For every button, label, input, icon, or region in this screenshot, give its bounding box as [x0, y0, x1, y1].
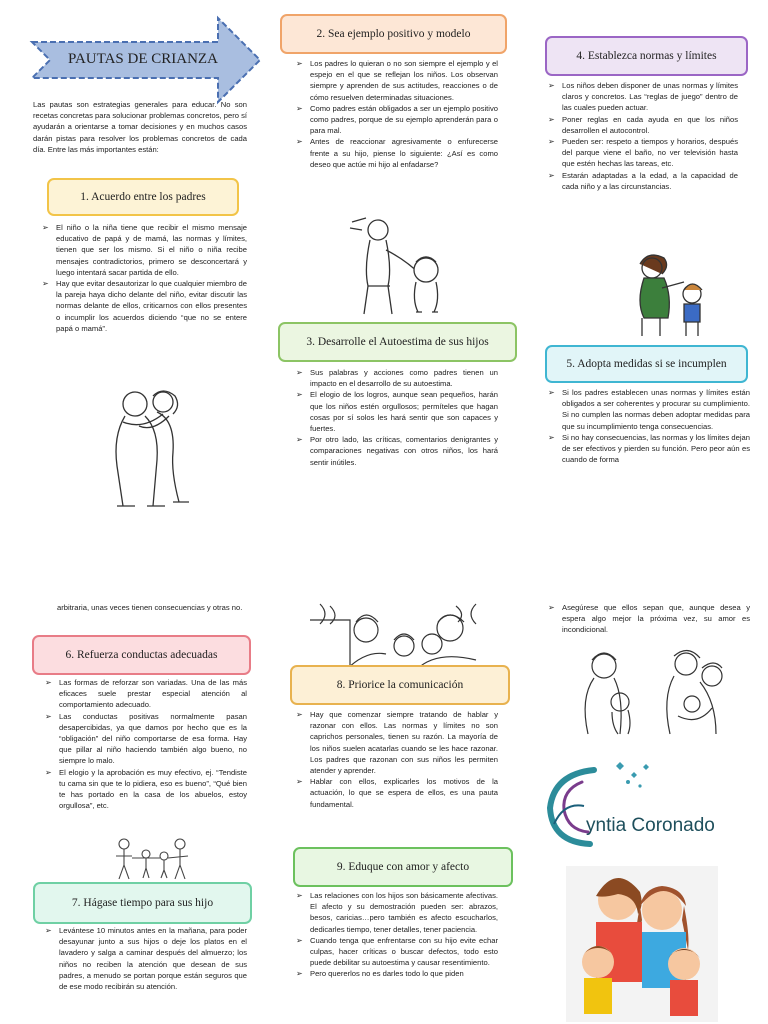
list-item: ➢ El niño o la niña tiene que recibir el mismo mensaje educativo de papá y de mamá, las normas y límites, tienen que ser los mismo. Si el niño o niña recibe mensajes contradictorios, primero se desconcertará y luego intentará sacar partida de ello. [42, 222, 247, 278]
list-item: ➢ Las relaciones con los hijos son básicamente afectivas. El afecto y su demostración pueden ser: abrazos, besos, caricias…pero también es afecto escucharlos, dedicarles tiempo, tener detalles, tener paciencia. [296, 890, 498, 935]
list-item: ➢ Hay que evitar desautorizar lo que cualquier miembro de la pareja haya dicho delante del niño, evitar discutir las normas delante de ellos, criticarnos con ellos presentes o incumplir los acuerdos diciendo “que no se entere papá o mamá”. [42, 278, 247, 334]
list-acuerdo-padres [42, 222, 247, 334]
family-embrace-illustration [574, 646, 744, 738]
list-item: ➢ Si los padres establecen unas normas y límites están obligados a ser coherentes y procurar su cumplimiento. Si no cumplen las normas deben adoptar medidas para que su incumplimiento tenga consecuencias. [548, 387, 750, 432]
heading-comunicacion: 8. Priorice la comunicación [290, 665, 510, 705]
list-tiempo-hijos [45, 925, 247, 992]
list-item: ➢ Los niños deben disponer de unas normas y límites claros y concretos. Las “reglas de juego” dentro de las cuales pueden actuar. [548, 80, 738, 114]
list-normas-limites [548, 80, 738, 192]
list-item: ➢ Por otro lado, las críticas, comentarios denigrantes y comparaciones negativas con otros niños, los hará sentir inútiles. [296, 434, 498, 468]
father-child-illustration [340, 214, 452, 316]
list-item: ➢ Antes de reaccionar agresivamente o enfurecerse frente a su hijo, piense lo siguiente: ¿Así es como deseo que actúe mi hijo al enfadarse? [296, 136, 498, 170]
list-amor-afecto [296, 890, 498, 980]
continuation-adopta-medidas: arbitraria, unas veces tienen consecuencias y otras no. [57, 603, 243, 612]
page-title: PAUTAS DE CRIANZA [68, 51, 218, 67]
list-item: ➢ Las conductas positivas normalmente pasan desapercibidas, ya que damos por hecho que es la “obligación” del niño comportarse de esa forma. Hay que pillar al niño haciendo también algo bueno, no siempre lo malo. [45, 711, 247, 767]
list-refuerza-conductas [45, 677, 247, 811]
heading-autoestima: 3. Desarrolle el Autoestima de sus hijos [278, 322, 517, 362]
title-banner [28, 14, 264, 106]
list-item: ➢ Como padres están obligados a ser un ejemplo positivo como padres, porque de su ejemplo aprenderán para o para mal. [296, 103, 498, 137]
list-item: ➢ Levántese 10 minutos antes en la mañana, para poder desayunar junto a sus hijos o deje los platos en el lavadero y salga a caminar después del almuerzo; los niños no reciben la atención que desean de sus padres, a menudo se portan porque están seguros que de ese modo recibirán su atención. [45, 925, 247, 992]
list-continuation-amor [548, 602, 750, 636]
cartoon-family-illustration [566, 866, 718, 1022]
family-conversation-illustration [306, 600, 502, 672]
heading-amor-afecto: 9. Eduque con amor y afecto [293, 847, 513, 887]
list-item: ➢ Pero quererlos no es darles todo lo que piden [296, 968, 498, 979]
list-item: ➢ Hay que comenzar siempre tratando de hablar y razonar con ellos. Las normas y límites no son caprichos personales, tienen su razón. La mayoría de los niños suelen acatarlas cuando se les hace razonar. Los padres que razonan con sus niños les permiten atender y aprender. [296, 709, 498, 776]
list-adopta-medidas [548, 387, 750, 465]
heading-acuerdo-padres: 1. Acuerdo entre los padres [47, 178, 239, 216]
heading-refuerza-conductas: 6. Refuerza conductas adecuadas [32, 635, 251, 675]
list-item: ➢ Poner reglas en cada ayuda en que los niños desarrollen el autocontrol. [548, 114, 738, 136]
intro-text: Las pautas son estrategias generales para educar. No son recetas concretas para solucionar problemas concretos, pero sí ayudarán a orientarse a tomar decisiones y en muchos casos darán pistas para resolver los problemas concretos de cada día. Entre las más importantes están: [33, 100, 247, 154]
list-item: ➢ El elogio y la aprobación es muy efectivo, ej. “Tendiste tu cama sin que te lo pidiera, eso es bueno”, “Qué bien te has portado en la casa de los abuelos, estoy orgullosa”, etc. [45, 767, 247, 812]
parents-hug-illustration [95, 382, 205, 510]
heading-tiempo-hijos: 7. Hágase tiempo para sus hijo [33, 882, 252, 924]
list-item: ➢ Sus palabras y acciones como padres tienen un impacto en el desarrollo de su autoestima. [296, 367, 498, 389]
list-ejemplo-positivo [296, 58, 498, 170]
heading-ejemplo-positivo: 2. Sea ejemplo positivo y modelo [280, 14, 507, 54]
list-item: ➢ Pueden ser: respeto a tiempos y horarios, después del parque viene el baño, no ver televisión hasta que estén hechas las tareas, etc. [548, 136, 738, 170]
list-item: ➢ Estarán adaptadas a la edad, a la capacidad de cada niño y a las circunstancias. [548, 170, 738, 192]
signature-initial [534, 752, 535, 753]
list-item: ➢ Asegúrese que ellos sepan que, aunque desea y espera algo mejor la próxima vez, su amor es incondicional. [548, 602, 750, 636]
list-item: ➢ Los padres lo quieran o no son siempre el ejemplo y el espejo en el que se reflejan los niños. Los observan siempre y aprenden de sus actitudes, reacciones o de cómo resuelven determinadas situaciones. [296, 58, 498, 103]
list-item: ➢ Si no hay consecuencias, las normas y los límites dejan de ser efectivos y pierden su función. Pero peor aún es cuando de forma [548, 432, 750, 466]
list-autoestima [296, 367, 498, 468]
list-item: ➢ Las formas de reforzar son variadas. Una de las más eficaces suele prestar especial atención al comportamiento adecuado. [45, 677, 247, 711]
family-walk-illustration [112, 836, 192, 882]
list-item: ➢ El elogio de los logros, aunque sean pequeños, harán que los niños estén orgullosos; permíteles que hagan cosas por sí solos les hará sentir que son capaces y fuertes. [296, 389, 498, 434]
heading-normas-limites: 4. Establezca normas y límites [545, 36, 748, 76]
signature-text: yntia Coronado [586, 815, 715, 836]
heading-adopta-medidas: 5. Adopta medidas si se incumplen [545, 345, 748, 383]
scolding-illustration [626, 248, 716, 340]
list-item: ➢ Cuando tenga que enfrentarse con su hijo evite echar culpas, hacer críticas o buscar defectos, todo esto puede debilitar su autoestima y causar resentimiento. [296, 935, 498, 969]
list-comunicacion [296, 709, 498, 810]
signature-logo [534, 752, 758, 856]
list-item: ➢ Hablar con ellos, explicarles los motivos de la actuación, lo que se espera de ellos, es una pauta fundamental. [296, 776, 498, 810]
